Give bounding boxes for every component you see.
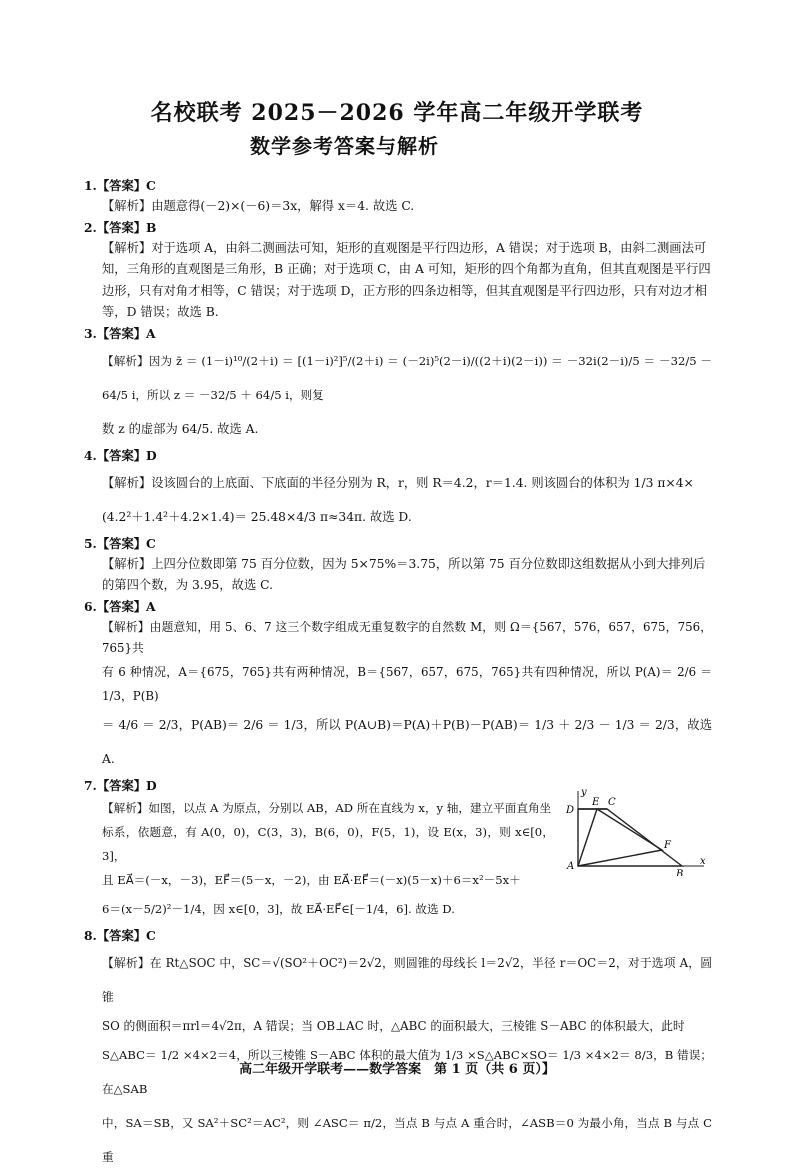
page-subtitle: 数学参考答案与解析 <box>250 134 439 158</box>
analysis-line: 【解析】由题意得(－2)×(－6)＝3x，解得 x＝4. 故选 C. <box>102 199 415 213</box>
question-number: 8. <box>84 927 97 943</box>
question-number: 6. <box>84 598 97 614</box>
analysis-line: 且 EA⃗＝(－x，－3)，EF⃗＝(5－x，－2)，由 EA⃗·EF⃗＝(－x)(5－x)＋6＝x²－5x＋ <box>102 872 521 887</box>
analysis-line: 有 6 种情况，A＝{675，765}共有两种情况，B＝{567，657，675，765}共有四种情况，所以 P(A)＝ 2/6 ＝ 1/3，P(B) <box>102 664 712 703</box>
answer-label: 【答案】C <box>96 178 156 193</box>
analysis-line: 【解析】上四分位数即第 75 百分位数，因为 5×75%＝3.75，所以第 75 百分位数即这组数据从小到大排列后 <box>102 556 706 571</box>
answer-label: 【答案】C <box>96 927 156 943</box>
analysis-line: 标系，依题意，有 A(0，0)，C(3，3)，B(6，0)，F(5，1)，设 E(x，3)，则 x∈[0，3]， <box>102 824 554 863</box>
answer-list <box>84 176 712 1174</box>
question-number: 4. <box>84 447 97 463</box>
analysis-line: (4.2²＋1.4²＋4.2×1.4)＝ 25.48×4/3 π≈34π. 故选 D. <box>102 509 412 524</box>
question-6 <box>84 597 712 776</box>
coordinate-figure <box>564 786 709 876</box>
analysis-line: 的第四个数，为 3.95，故选 C. <box>102 578 274 592</box>
label-a: A <box>567 860 575 872</box>
answer-label: 【答案】A <box>96 598 156 614</box>
analysis-line: 等，D 错误；故选 B. <box>102 305 219 319</box>
question-4 <box>84 446 712 534</box>
question-number: 1. <box>84 178 97 193</box>
analysis-line: 【解析】因为 z̄ ＝ (1－i)¹⁰/(2＋i) ＝ [(1－i)²]⁵/(2＋i) ＝ (－2i)⁵(2－i)/((2＋i)(2－i)) ＝ －32i(2－i)/5 ＝ －32/5 － 64/5 i，所以 z ＝ －32/5 ＋ 64/5 i，则复 <box>102 353 712 402</box>
question-number: 5. <box>84 535 97 551</box>
label-c: C <box>608 796 616 808</box>
question-number: 3. <box>84 325 97 341</box>
analysis-line: SO 的侧面积＝πrl＝4√2π，A 错误；当 OB⊥AC 时，△ABC 的面积最大，三棱锥 S－ABC 的体积最大，此时 <box>102 1018 685 1033</box>
question-2 <box>84 218 712 324</box>
answer-label: 【答案】C <box>96 535 156 551</box>
label-x: x <box>700 855 706 867</box>
analysis-line: 【解析】设该圆台的上底面、下底面的半径分别为 R，r，则 R＝4.2，r＝1.4. 则该圆台的体积为 1/3 π×4× <box>102 475 694 490</box>
answer-label: 【答案】D <box>96 447 157 463</box>
question-number: 2. <box>84 219 97 235</box>
analysis-line: 【解析】对于选项 A，由斜二测画法可知，矩形的直观图是平行四边形，A 错误；对于选项 B，由斜二测画法可 <box>102 240 707 255</box>
label-d: D <box>566 804 575 816</box>
label-f: F <box>664 839 671 851</box>
analysis-line: S△ABC＝ 1/2 ×4×2＝4，所以三棱锥 S－ABC 体积的最大值为 1/3 ×S△ABC×SO＝ 1/3 ×4×2＝ 8/3，B 错误；在△SAB <box>102 1047 713 1096</box>
analysis-line: 6＝(x－5/2)²－1/4，因 x∈[0，3]，故 EA⃗·EF⃗∈[－1/4，6]. 故选 D. <box>102 901 455 916</box>
analysis-line: 知，三角形的直观图是三角形，B 正确；对于选项 C，由 A 可知，矩形的四个角都为直角，但其直观图是平行四 <box>102 262 711 276</box>
label-y: y <box>581 786 587 798</box>
triangle-aef <box>578 809 662 866</box>
question-1 <box>84 176 712 218</box>
page-title: 名校联考 2025－2026 学年高二年级开学联考 <box>150 100 644 126</box>
question-8 <box>84 926 712 1174</box>
analysis-line: ＝ 4/6 ＝ 2/3，P(AB)＝ 2/6 ＝ 1/3，所以 P(A∪B)＝P(A)＋P(B)－P(AB)＝ 1/3 ＋ 2/3 － 1/3 ＝ 2/3，故选 A. <box>102 717 712 766</box>
question-number: 7. <box>84 777 97 793</box>
question-7 <box>84 776 712 926</box>
question-5 <box>84 534 712 597</box>
analysis-line: 中，SA＝SB，又 SA²＋SC²＝AC²，则 ∠ASC＝ π/2，当点 B 与点 A 重合时，∠ASB＝0 为最小角，当点 B 与点 C 重 <box>102 1115 712 1164</box>
page-footer: 高二年级开学联考——数学答案 第 1 页（共 6 页）】 <box>239 1062 555 1077</box>
answer-label: 【答案】D <box>96 777 157 793</box>
analysis-line: 【解析】在 Rt△SOC 中，SC＝√(SO²＋OC²)＝2√2，则圆锥的母线长 l＝2√2，半径 r＝OC＝2，对于选项 A，圆锥 <box>102 955 712 1004</box>
analysis-line: 【解析】如图，以点 A 为原点，分别以 AB，AD 所在直线为 x，y 轴，建立平面直角坐 <box>102 800 552 815</box>
analysis-line: 边形，只有对角才相等，C 错误；对于选项 D，正方形的四条边相等，但其直观图是平行四边形，只有对边才相 <box>102 283 708 298</box>
analysis-line: 数 z 的虚部为 64/5. 故选 A. <box>102 421 259 436</box>
answer-label: 【答案】A <box>96 325 156 341</box>
answer-label: 【答案】B <box>96 219 157 235</box>
analysis-line: 【解析】由题意知，用 5、6、7 这三个数字组成无重复数字的自然数 M，则 Ω＝{567，576，657，675，756，765}共 <box>102 619 712 655</box>
label-e: E <box>592 796 600 808</box>
question-3 <box>84 324 712 446</box>
label-b: B <box>676 868 684 876</box>
